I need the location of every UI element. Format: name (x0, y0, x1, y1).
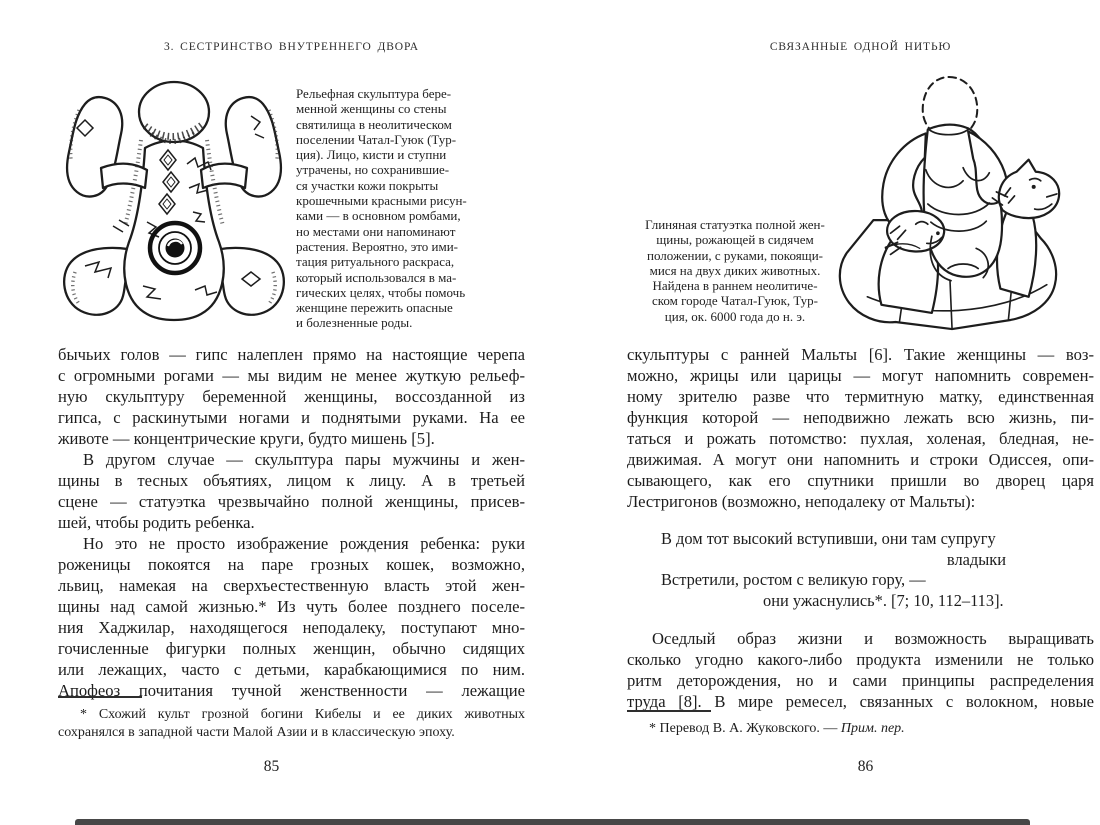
caption-line: ция, ок. 6000 года до н. э. (664, 308, 806, 324)
paragraph (58, 344, 525, 449)
caption-line: положении, с руками, покоящи- (647, 247, 823, 263)
text-line: бычьих голов — гипс налеплен прямо на настоящие черепа (58, 345, 525, 364)
text-line: шей, чтобы родить ребенка. (58, 513, 255, 532)
verse-line-4: они ужаснулись*. [7; 10, 112–113]. (763, 590, 1004, 610)
right-page-number: 86 (857, 758, 874, 775)
text-line: движимая. А могут они напомнить и строки Одиссея, опи- (627, 450, 1094, 469)
left-footnote-text (58, 706, 525, 741)
text-line: функция которой — неподвижно лежать всю жизнь, пи- (627, 408, 1094, 427)
footnote-rule (627, 710, 711, 712)
text-line: ному зрителю разве что термитную матку, единственная (627, 387, 1094, 406)
verse-quote (627, 529, 1094, 611)
caption-line: растения. Вероятно, это ими- (296, 238, 459, 254)
text-line: труда [8]. В мире ремесел, связанных с волокном, новые (627, 692, 1094, 712)
text-line: скульптуры с ранней Мальты [6]. Такие женщины — воз- (627, 345, 1094, 364)
caption-line: менной женщины со стены (296, 101, 447, 117)
text-line: можно, жрицы или царицы — могут напомнить современ- (627, 366, 1094, 385)
text-line: В другом случае — скульптура пары мужчины и жен- (83, 450, 525, 469)
left-page (58, 0, 525, 825)
paragraph (58, 449, 525, 533)
verse-line-2: владыки (946, 549, 1006, 569)
left-page-number: 85 (263, 758, 280, 775)
text-line: Оседлый образ жизни и возможность выращивать (652, 629, 1094, 649)
right-footnote-text (627, 720, 1094, 738)
caption-line: мися на двух диких животных. (649, 262, 821, 278)
text-line: Но это не просто изображение рождения ребенка: руки (83, 534, 525, 553)
left-body-text (58, 344, 525, 701)
right-page (627, 0, 1094, 825)
caption-line: ками — в основном ромбами, (296, 208, 461, 224)
left-figure-caption (296, 86, 526, 331)
paragraph (627, 628, 1094, 712)
caption-line: Рельефная скульптура бере- (296, 86, 452, 101)
caption-line: гических целях, чтобы помочь (296, 284, 466, 300)
text-line: львиц, намекая на сверхъестественную власть этой жен- (58, 576, 525, 595)
caption-line: и болезненные роды. (296, 315, 413, 331)
left-footnote (58, 696, 525, 741)
caption-line: поселении Чатал-Гуюк (Тур- (296, 131, 457, 147)
verse-line-3: Встретили, ростом с великую гору, — (661, 570, 926, 590)
caption-line: женщине пережить опасные (296, 300, 453, 316)
right-figure-caption (621, 217, 849, 324)
right-body-after-quote (627, 628, 1094, 712)
text-line: роженицы покоятся на паре грозных кошек, возможно, (58, 555, 525, 574)
text-line: ную скульптуру беременной женщины, воссозданной из (58, 387, 525, 406)
paragraph (58, 533, 525, 701)
caption-line: Глиняная статуэтка полной жен- (645, 217, 825, 232)
right-footnote (627, 710, 1094, 738)
text-line: таться и рожать потомство: пухлая, холеная, бледная, не- (627, 429, 1094, 448)
text-line: сывающего, как его спутники пришли во дворец царя (627, 471, 1094, 490)
caption-line: щины, рожающей в сидячем (656, 232, 814, 248)
caption-line: тация ритуального раскраса, (296, 254, 455, 270)
caption-line: ском городе Чатал-Гуюк, Тур- (651, 293, 819, 309)
text-line: животе — концентрические круги, будто мишень [5]. (58, 429, 435, 448)
caption-line: Найдена в раннем неолитиче- (652, 278, 818, 294)
text-line: ния Хаджилар, находящегося неподалеку, поступают мно- (58, 618, 525, 637)
text-line: с огромными рогами — мы видим не менее жуткую рельеф- (58, 366, 525, 385)
text-line: сколько угодно какого-либо продукта изменили не только (627, 650, 1094, 670)
footnote-rule (58, 696, 142, 698)
caption-line: святилища в неолитическом (296, 116, 452, 132)
caption-line: который использовался в ма- (296, 269, 457, 285)
right-body-text (627, 344, 1094, 712)
right-running-head: СВЯЗАННЫЕ ОДНОЙ НИТЬЮ (769, 41, 952, 53)
text-line: гипса, с раскинутыми ногами и поднятыми руками. На ее (58, 408, 525, 427)
caption-line: крошечными красными рисун- (296, 193, 467, 209)
caption-line: но местами они напоминают (296, 223, 456, 239)
footnote-translator-note: Прим. пер. (840, 721, 905, 736)
text-line: сцене — статуэтка чрезвычайно полной женщины, присев- (58, 492, 525, 511)
text-line: ритм деторождения, но и сами принципы распределения (627, 671, 1094, 691)
right-body-before-quote (627, 344, 1094, 512)
text-line: сохранялся в западной части Малой Азии и в классическую эпоху. (58, 724, 455, 740)
text-line: щины над самой жизнью.* Из чуть более позднего поселе- (58, 597, 525, 616)
caption-line: ся участки кожи покрыты (296, 177, 439, 193)
verse-line-1: В дом тот высокий вступивши, они там супругу (661, 529, 996, 548)
caption-line: ция). Лицо, кисти и ступни (296, 147, 447, 163)
text-line: Апофеоз почитания тучной женственности — лежащие (58, 681, 525, 700)
text-line: или лежащих, часто с детьми, карабкающимися по ним. (58, 660, 525, 679)
book-bottom-edge (75, 819, 1030, 825)
paragraph (58, 706, 525, 741)
text-line: Лестригонов (возможно, неподалеку от Мальты): (627, 492, 976, 511)
text-line: * Схожий культ грозной богини Кибелы и ее диких животных (80, 707, 525, 722)
text-line: щины в тесных объятиях, лицом к лицу. А в третьей (58, 471, 525, 490)
caption-line: утрачены, но сохранившие- (296, 162, 450, 178)
left-running-head: 3. СЕСТРИНСТВО ВНУТРЕННЕГО ДВОРА (163, 41, 420, 53)
seated-figurine-illustration (829, 70, 1071, 336)
text-line: гочисленные фигурки полных женщин, обычно сидящих (58, 639, 525, 658)
footnote-translation-credit: * Перевод В. А. Жуковского. — (649, 721, 841, 736)
paragraph (627, 344, 1094, 512)
relief-figure-illustration (54, 76, 294, 338)
